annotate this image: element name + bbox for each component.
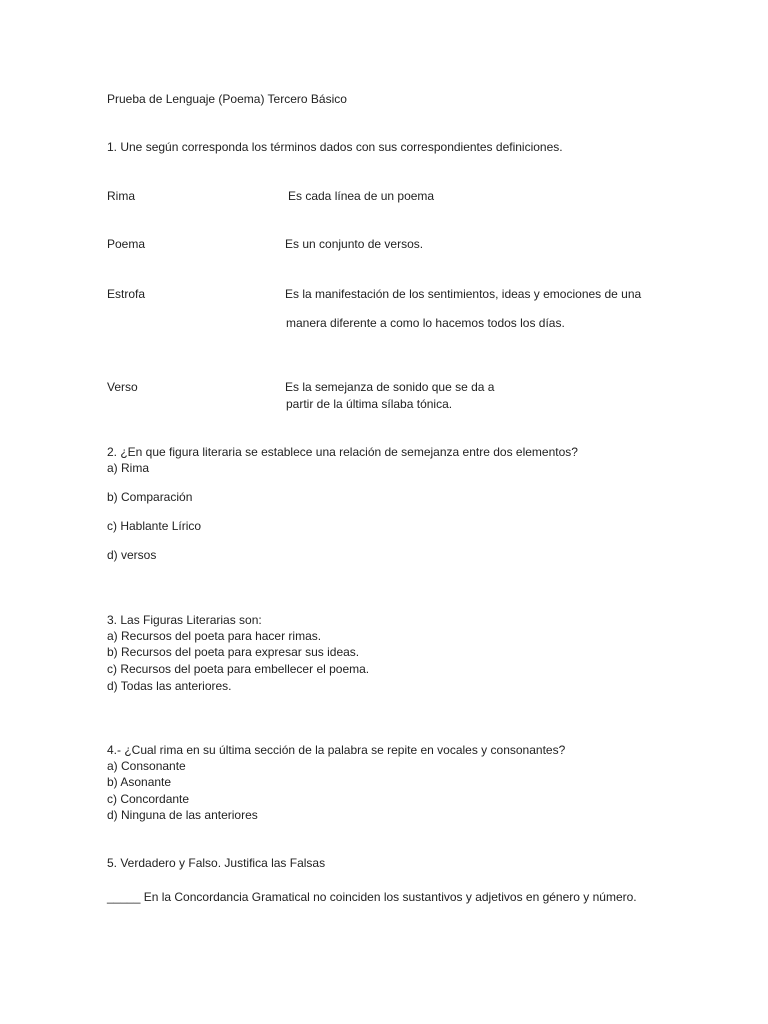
question-4-option-b: b) Asonante [107, 775, 172, 789]
definition-4-line-2: partir de la última sílaba tónica. [286, 397, 453, 411]
question-4-option-d: d) Ninguna de las anteriores [107, 808, 258, 822]
definition-4-line-1: Es la semejanza de sonido que se da a [285, 380, 495, 394]
question-3-option-c: c) Recursos del poeta para embellecer el poema. [107, 662, 370, 676]
question-3-option-d: d) Todas las anteriores. [107, 679, 232, 693]
question-4-option-a: a) Consonante [107, 759, 186, 773]
definition-3-line-1: Es la manifestación de los sentimientos, ideas y emociones de una [285, 287, 642, 301]
question-3-option-b: b) Recursos del poeta para expresar sus ideas. [107, 645, 360, 659]
question-3-option-a: a) Recursos del poeta para hacer rimas. [107, 629, 322, 643]
term-estrofa: Estrofa [107, 287, 146, 301]
term-rima: Rima [107, 189, 136, 203]
term-poema: Poema [107, 237, 146, 251]
definition-2: Es un conjunto de versos. [285, 237, 424, 251]
question-2-prompt: 2. ¿En que figura literaria se establece una relación de semejanza entre dos elementos? [107, 445, 578, 459]
term-verso: Verso [107, 380, 138, 394]
question-2-option-d: d) versos [107, 548, 157, 562]
question-5-item-1: _____ En la Concordancia Gramatical no coinciden los sustantivos y adjetivos en género y número. [107, 890, 637, 904]
question-4-option-c: c) Concordante [107, 792, 190, 806]
question-4-prompt: 4.- ¿Cual rima en su última sección de la palabra se repite en vocales y consonantes? [107, 743, 566, 757]
question-2-option-b: b) Comparación [107, 490, 193, 504]
definition-3-line-2: manera diferente a como lo hacemos todos los días. [286, 316, 565, 330]
question-2-option-c: c) Hablante Lírico [107, 519, 202, 533]
question-2-option-a: a) Rima [107, 461, 150, 475]
definition-1: Es cada línea de un poema [288, 189, 435, 203]
question-1-prompt: 1. Une según corresponda los términos dados con sus correspondientes definiciones. [107, 140, 563, 154]
document-title: Prueba de Lenguaje (Poema) Tercero Básico [107, 92, 347, 106]
question-3-prompt: 3. Las Figuras Literarias son: [107, 613, 262, 627]
question-5-prompt: 5. Verdadero y Falso. Justifica las Falsas [107, 856, 326, 870]
